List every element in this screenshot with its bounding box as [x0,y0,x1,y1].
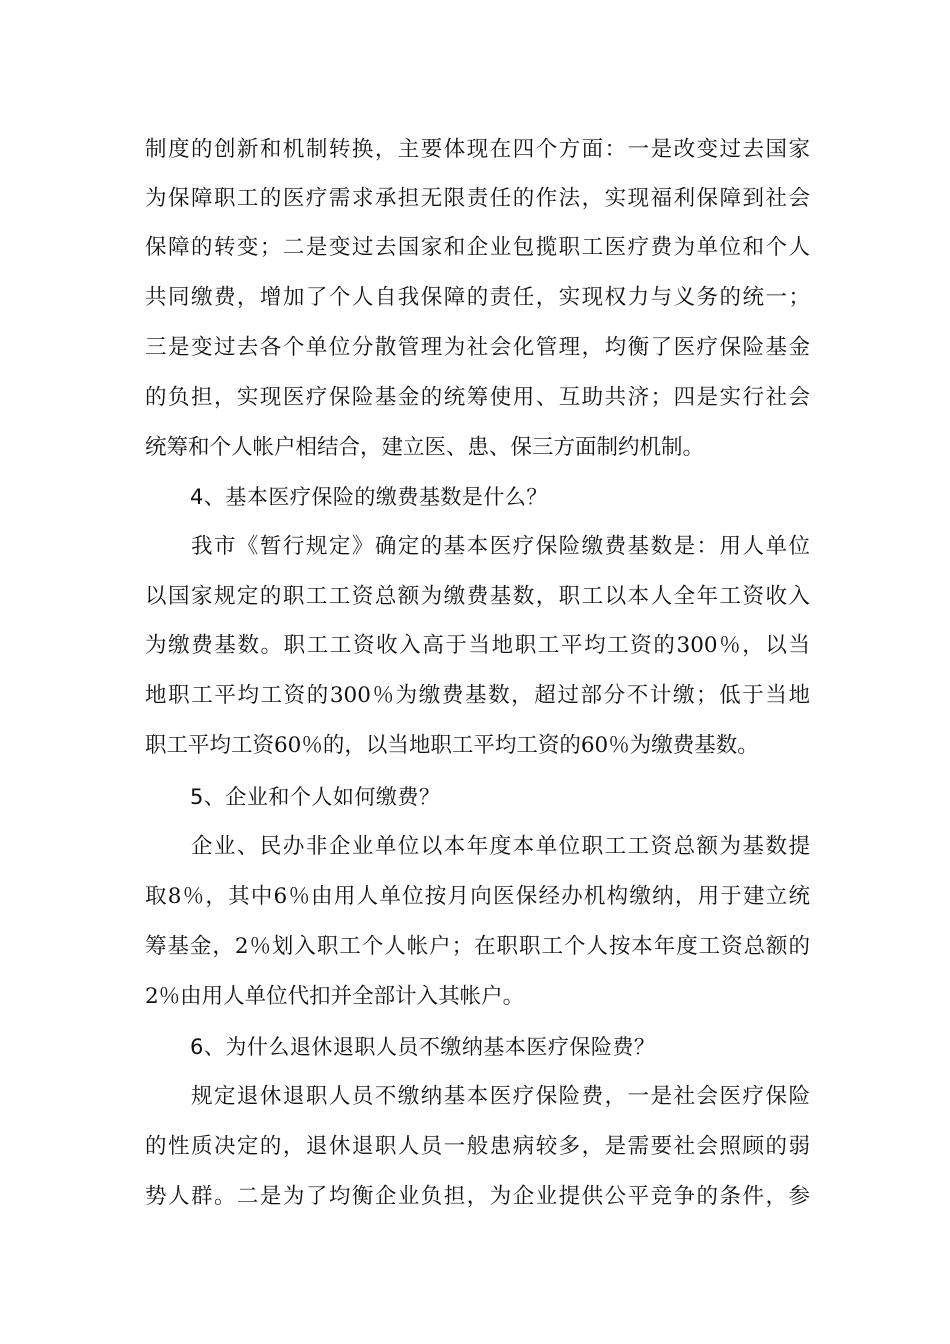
paragraph-retirees-exemption [145,1082,810,1212]
text-line: 的负担，实现医疗保险基金的统筹使用、互助共济；四是实行社会 [145,385,810,410]
text-line: 制度的创新和机制转换，主要体现在四个方面：一是改变过去国家 [145,137,810,162]
paragraph-reform-aspects [145,135,810,460]
text-line: 取8％，其中6％由用人单位按月向医保经办机构缴纳，用于建立统 [145,884,810,909]
text-line: 以国家规定的职工工资总额为缴费基数，职工以本人全年工资收入 [145,584,810,609]
text-line: 共同缴费，增加了个人自我保障的责任，实现权力与义务的统一； [145,285,810,310]
text-line: 规定退休退职人员不缴纳基本医疗保险费，一是社会医疗保险 [145,1084,810,1109]
section-heading-5: 5、企业和个人如何缴费？ [190,785,441,809]
paragraph-contribution-base [145,532,810,762]
section-heading-6: 6、为什么退休退职人员不缴纳基本医疗保险费？ [190,1035,656,1059]
text-line: 我市《暂行规定》确定的基本医疗保险缴费基数是：用人单位 [145,534,810,559]
text-line: 企业、民办非企业单位以本年度本单位职工工资总额为基数提 [145,834,810,859]
section-heading-4: 4、基本医疗保险的缴费基数是什么？ [190,485,548,509]
text-line: 筹基金，2％划入职工个人帐户；在职职工个人按本年度工资总额的 [145,934,810,959]
text-line: 统筹和个人帐户相结合，建立医、患、保三方面制约机制。 [145,435,705,460]
text-line: 三是变过去各个单位分散管理为社会化管理，均衡了医疗保险基金 [145,335,810,360]
text-line: 的性质决定的，退休退职人员一般患病较多，是需要社会照顾的弱 [145,1134,810,1159]
text-line: 为保障职工的医疗需求承担无限责任的作法，实现福利保障到社会 [145,186,810,211]
text-line: 保障的转变；二是变过去国家和企业包揽职工医疗费为单位和个人 [145,235,810,260]
text-line: 2％由用人单位代扣并全部计入其帐户。 [145,984,525,1009]
text-line: 地职工平均工资的300％为缴费基数，超过部分不计缴；低于当地 [145,683,810,708]
text-line: 职工平均工资60％的，以当地职工平均工资的60％为缴费基数。 [145,733,759,758]
text-line: 势人群。二是为了均衡企业负担，为企业提供公平竞争的条件，参 [145,1184,810,1209]
text-line: 为缴费基数。职工工资收入高于当地职工平均工资的300％，以当 [145,633,810,658]
paragraph-payment-method [145,832,810,1012]
